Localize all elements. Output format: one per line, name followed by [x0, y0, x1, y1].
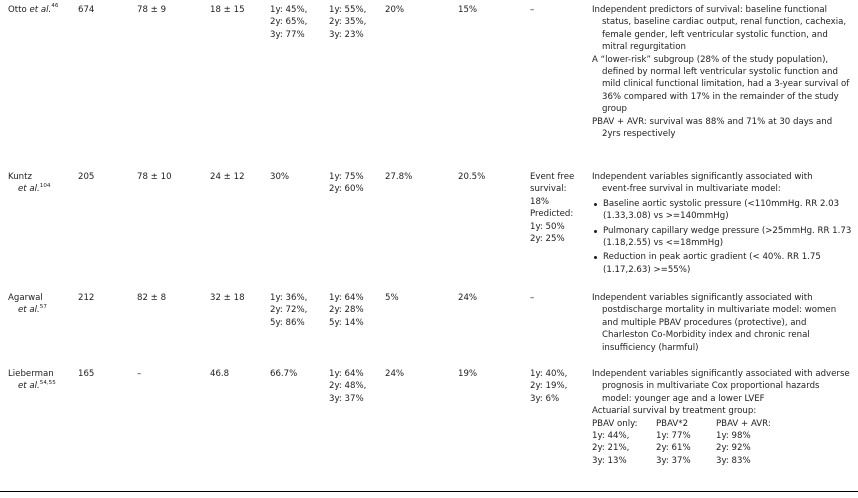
- survival-col-a: 66.7%: [270, 369, 298, 379]
- event-free-survival: 1y: 40%, 2y: 19%, 3y: 6%: [530, 369, 568, 404]
- notes-cell: Independent variables significantly associated with event-free survival in multivariate model: Baseline aortic systolic pressure (<110mmHg. RR 2.03 (1.33,3.08) vs >=140mmHg) Pulmonary capillary wedge pressure (>25mmHg. RR 1.73 (1.18,2.55) vs <=18mmHg) Reduction in peak aortic gradient (< 40%. RR 1.75 (1.17,2.63) >=55%): [592, 171, 854, 276]
- survival-col-b: 1y: 55%, 2y: 35%, 3y: 23%: [329, 5, 367, 40]
- rate-col-c: 20%: [385, 5, 405, 15]
- rate-col-d: 19%: [458, 369, 478, 379]
- bullet-item: Baseline aortic systolic pressure (<110mmHg. RR 2.03 (1.33,3.08) vs >=140mmHg): [592, 198, 854, 223]
- rate-col-d: 20.5%: [458, 172, 486, 182]
- survival-col-b: 1y: 64% 2y: 48%, 3y: 37%: [329, 369, 367, 404]
- sample-size: 205: [78, 172, 95, 182]
- notes-paragraph: Independent predictors of survival: baseline functional status, baseline cardiac output, renal function, cachexia, female gender, left ventricular systolic function, and mitral regurgitation: [592, 5, 847, 53]
- rate-col-d: 15%: [458, 5, 478, 15]
- treatment-group: PBAV only: 1y: 44%, 2y: 21%, 3y: 13%: [592, 418, 638, 466]
- table-bottom-rule: [0, 491, 858, 492]
- risk-score: 46.8: [210, 369, 230, 379]
- notes-paragraph: PBAV + AVR: survival was 88% and 71% at 30 days and 2yrs respectively: [592, 116, 833, 140]
- notes-cell: [592, 4, 854, 140]
- study-name: Agarwal et al.$^{57}$: [8, 293, 47, 316]
- age: 82 ± 8: [137, 293, 167, 303]
- notes-cell: Independent variables significantly associated with adverse prognosis in multivariate Cox proportional hazards model: younger age and a lower LVEF Actuarial survival by treatment group: PBAV only: 1y: 44%, 2y: 21%, 3y: 13% PBAV*2 1y: 77% 2y: 61% 3y: 37% PBAV + AVR: 1y: 98% 2y: 92% 3y: 83%: [592, 368, 854, 467]
- study-name: Lieberman et al.$^{54,55}$: [8, 369, 56, 392]
- age: 78 ± 10: [137, 172, 172, 182]
- bullet-item: Pulmonary capillary wedge pressure (>25mmHg. RR 1.73 (1.18,2.55) vs <=18mmHg): [592, 225, 854, 250]
- treatment-group: PBAV + AVR: 1y: 98% 2y: 92% 3y: 83%: [716, 418, 771, 466]
- event-free-survival: Event free survival: 18% Predicted: 1y: 50% 2y: 25%: [530, 172, 575, 245]
- survival-col-b: 1y: 75% 2y: 60%: [329, 172, 364, 195]
- study-name: Kuntz et al.$^{104}$: [8, 172, 51, 195]
- sample-size: 674: [78, 5, 95, 15]
- sample-size: 165: [78, 369, 95, 379]
- age: –: [137, 369, 142, 379]
- event-free-survival: –: [530, 5, 535, 15]
- age: 78 ± 9: [137, 5, 167, 15]
- treatment-group: PBAV*2 1y: 77% 2y: 61% 3y: 37%: [656, 418, 691, 466]
- study-name: Otto et al.$^{46}$: [8, 3, 59, 15]
- rate-col-c: 24%: [385, 369, 405, 379]
- risk-score: 18 ± 15: [210, 5, 245, 15]
- survival-col-a: 1y: 45%, 2y: 65%, 3y: 77%: [270, 5, 308, 40]
- sample-size: 212: [78, 293, 95, 303]
- survival-col-b: 1y: 64% 2y: 28% 5y: 14%: [329, 293, 364, 328]
- survival-col-a: 1y: 36%, 2y: 72%, 5y: 86%: [270, 293, 308, 328]
- rate-col-d: 24%: [458, 293, 478, 303]
- event-free-survival: –: [530, 293, 535, 303]
- risk-score: 24 ± 12: [210, 172, 245, 182]
- rate-col-c: 27.8%: [385, 172, 413, 182]
- rate-col-c: 5%: [385, 293, 399, 303]
- survival-col-a: 30%: [270, 172, 290, 182]
- bullet-item: Reduction in peak aortic gradient (< 40%. RR 1.75 (1.17,2.63) >=55%): [592, 251, 854, 276]
- notes-paragraph: A “lower-risk” subgroup (28% of the study population), defined by normal left ventricular systolic function and mild clinical functional limitation, had a 3-year survival of 36% compared with 17% in the remainder of the study group: [592, 54, 850, 115]
- notes-cell: Independent variables significantly associated with postdischarge mortality in multivariate model: women and multiple PBAV procedures (protective), and Charleston Co-Morbidity index and chronic renal insufficiency (harmful): [592, 293, 837, 353]
- risk-score: 32 ± 18: [210, 293, 245, 303]
- treatment-group-grid: [592, 418, 854, 468]
